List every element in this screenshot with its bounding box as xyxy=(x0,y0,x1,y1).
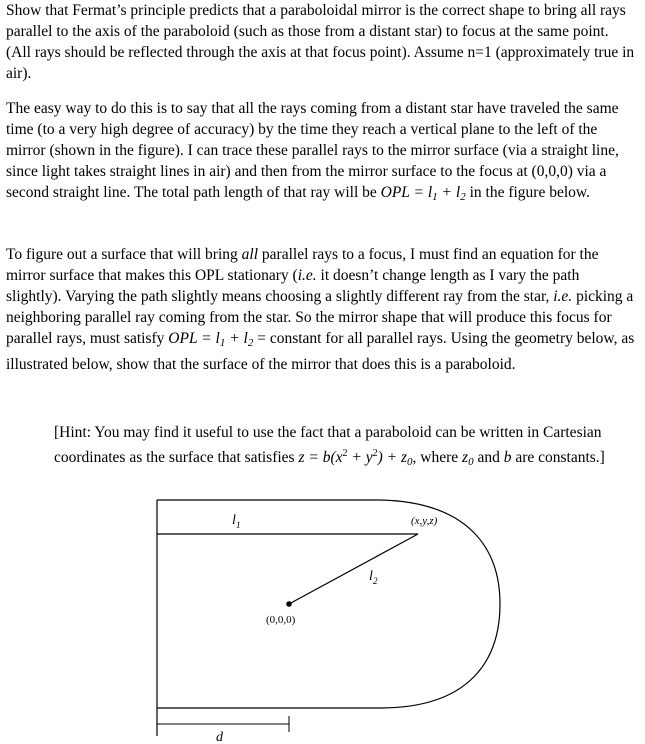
p3-text-4: picking a neighboring parallel ray coming from the star. So the mirror shape that will produce this focus for parallel rays, must satisfy xyxy=(6,288,634,347)
p3-ie-2: i.e. xyxy=(553,288,573,305)
p3-text-2: parallel rays to a focus, I must find an equation for the mirror surface that makes this OPL stationary ( xyxy=(6,246,599,284)
hint-eq-c: + y xyxy=(347,449,373,466)
p3-text-3: it doesn’t change length as I vary the path slightly). Varying the path slightly means choosing a slightly different ray from the star, xyxy=(6,267,580,305)
p2-text-after: in the figure below. xyxy=(465,184,590,201)
hint-z0-sub-2: 0 xyxy=(468,456,474,468)
p3-plus: + l xyxy=(225,330,248,347)
opl-sub-2: 2 xyxy=(460,191,466,203)
hint-eq-a: z = b xyxy=(298,449,331,466)
label-l2-sub: 2 xyxy=(373,576,378,586)
mirror-diagram xyxy=(0,490,645,744)
p3-sub-1: 1 xyxy=(219,337,226,349)
p3-text-1: To figure out a surface that will bring xyxy=(6,246,242,263)
label-origin: (0,0,0) xyxy=(266,614,296,626)
hint-b: b xyxy=(503,449,512,466)
label-d: d xyxy=(216,730,223,744)
hint-text-3: and xyxy=(473,449,504,466)
p2-text-before: The easy way to do this is to say that all the rays coming from a distant star have traveled the same time (to a very high degree of accuracy) by the time they reach a vertical plane to the left of the mirror (shown in the figure). I can trace these parallel rays to the mirror surface (via a straight line, since light takes straight lines in air) and then from the mirror surface to the focus at (0,0,0) via a second straight line. The total path length of that ray will be xyxy=(6,100,619,201)
p3-ie: i.e. xyxy=(297,267,317,284)
hint-eq-d: ) + z xyxy=(377,449,408,466)
ray-l2 xyxy=(289,534,418,604)
p1-text: Show that Fermat’s principle predicts that a paraboloidal mirror is the correct shape to bring all rays parallel to the axis of the paraboloid (such as those from a distant star) to focus at the same point. (All rays should be reflected through the axis at that focus point). Assume n=1 (approximately true in air). xyxy=(6,2,635,82)
label-l1-sub: 1 xyxy=(236,520,241,530)
paraboloid-mirror xyxy=(157,500,500,708)
hint-text-1: [Hint: You may find it useful to use the fact that a paraboloid can be written in Cartesian coordinates as the surface that satisfies xyxy=(54,424,602,466)
p3-text-5: = constant for all parallel rays. Using the geometry below, as illustrated below, show that the surface of the mirror that does this is a paraboloid. xyxy=(6,330,635,373)
opl-plus: + l xyxy=(437,184,461,201)
label-l2: l xyxy=(369,569,373,584)
hint-paragraph xyxy=(54,422,634,473)
label-point-xyz: (x,y,z) xyxy=(411,515,438,527)
p3-all: all xyxy=(241,246,259,263)
hint-z0-sub: 0 xyxy=(407,456,413,468)
p3-opl: OPL = l xyxy=(168,330,220,347)
problem-statement xyxy=(6,0,636,84)
focus-point xyxy=(286,601,292,607)
opl-sub-1: 1 xyxy=(432,191,438,203)
hint-text-2: , where xyxy=(412,449,463,466)
opl-equation: OPL = l xyxy=(380,184,433,201)
explanation-paragraph xyxy=(6,98,636,208)
hint-sq-2: 2 xyxy=(372,448,378,459)
hint-text-4: are constants.] xyxy=(511,449,605,466)
method-paragraph xyxy=(6,244,636,375)
hint-sq-1: 2 xyxy=(342,448,348,459)
hint-z0: z xyxy=(462,449,469,466)
p3-sub-2: 2 xyxy=(247,337,254,349)
hint-eq-b: (x xyxy=(330,449,343,466)
label-l1: l xyxy=(232,513,236,528)
